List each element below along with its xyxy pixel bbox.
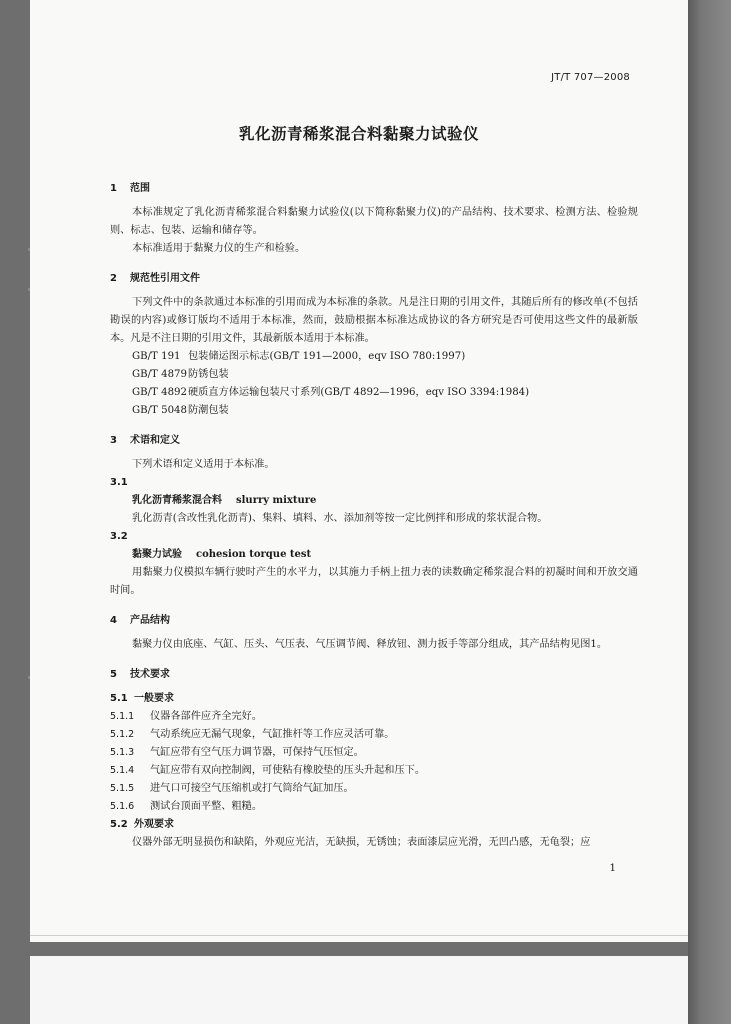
requirement-item: 5.1.6 测试台顶面平整、粗糙。 bbox=[110, 801, 263, 812]
reference-item: GB/T 191 包装储运图示标志(GB/T 191—2000，eqv ISO 780:1997) bbox=[132, 351, 466, 362]
term-entry: 黏聚力试验 cohesion torque test bbox=[132, 549, 312, 560]
document-title: 乳化沥青稀浆混合料黏聚力试验仪 bbox=[238, 125, 479, 143]
term-definition: 用黏聚力仪模拟车辆行驶时产生的水平力，以其施力手柄上扭力表的读数确定稀浆混合料的初凝时间和开放交通时间。 bbox=[110, 567, 638, 596]
paragraph: 仪器外部无明显损伤和缺陷，外观应光洁，无缺损，无锈蚀；表面漆层应光滑，无凹凸感，无龟裂；应 bbox=[132, 837, 591, 848]
clause-number: 3.2 bbox=[110, 531, 128, 542]
reference-item: GB/T 5048防潮包装 bbox=[132, 405, 229, 416]
subsection-heading: 5.2 外观要求 bbox=[110, 819, 174, 830]
scan-speck bbox=[28, 248, 30, 251]
requirement-item: 5.1.5 进气口可接空气压缩机或打气筒给气缸加压。 bbox=[110, 783, 354, 794]
paragraph: 本标准适用于黏聚力仪的生产和检验。 bbox=[132, 243, 306, 254]
requirement-item: 5.1.2 气动系统应无漏气现象，气缸推杆等工作应灵活可靠。 bbox=[110, 729, 395, 740]
term-entry: 乳化沥青稀浆混合料 slurry mixture bbox=[132, 495, 317, 506]
paragraph: 下列术语和定义适用于本标准。 bbox=[132, 459, 275, 470]
scanner-edge bbox=[688, 0, 731, 1024]
section-heading-3: 3 术语和定义 bbox=[110, 435, 180, 446]
document-page bbox=[30, 0, 688, 942]
section-heading-5: 5 技术要求 bbox=[110, 669, 170, 680]
requirement-item: 5.1.3 气缸应带有空气压力调节器，可保持气压恒定。 bbox=[110, 747, 364, 758]
requirement-item: 5.1.1 仪器各部件应齐全完好。 bbox=[110, 711, 263, 722]
scan-speck bbox=[28, 288, 30, 291]
page-number: 1 bbox=[609, 862, 616, 874]
term-definition: 乳化沥青(含改性乳化沥青)、集料、填料、水、添加剂等按一定比例拌和形成的浆状混合物。 bbox=[132, 513, 548, 524]
clause-number: 3.1 bbox=[110, 477, 128, 488]
paragraph: 本标准规定了乳化沥青稀浆混合料黏聚力试验仪(以下简称黏聚力仪)的产品结构、技术要求、检测方法、检验规则、标志、包装、运输和储存等。 bbox=[110, 207, 638, 236]
scan-speck bbox=[28, 676, 30, 679]
page-divider bbox=[30, 935, 688, 936]
section-heading-1: 1 范围 bbox=[110, 183, 150, 194]
document-body bbox=[110, 174, 638, 852]
requirement-item: 5.1.4 气缸应带有双向控制阀，可使粘有橡胶垫的压头升起和压下。 bbox=[110, 765, 426, 776]
section-heading-2: 2 规范性引用文件 bbox=[110, 273, 200, 284]
paragraph: 黏聚力仪由底座、气缸、压头、气压表、气压调节阀、释放钮、测力扳手等部分组成，其产品结构见图1。 bbox=[132, 639, 608, 650]
subsection-heading: 5.1 一般要求 bbox=[110, 693, 174, 704]
paragraph: 下列文件中的条款通过本标准的引用而成为本标准的条款。凡是注日期的引用文件，其随后所有的修改单(不包括勘误的内容)或修订版均不适用于本标准，然而，鼓励根据本标准达成协议的各方研究是否可使用这些文件的最新版本。凡是不注日期的引用文件，其最新版本适用于本标准。 bbox=[110, 297, 638, 344]
reference-item: GB/T 4892硬质直方体运输包装尺寸系列(GB/T 4892—1996，eqv ISO 3394:1984) bbox=[132, 387, 530, 398]
reference-item: GB/T 4879防锈包装 bbox=[132, 369, 229, 380]
section-heading-4: 4 产品结构 bbox=[110, 615, 170, 626]
next-page-sheet bbox=[30, 956, 688, 1024]
standard-code: JT/T 707—2008 bbox=[551, 72, 630, 83]
